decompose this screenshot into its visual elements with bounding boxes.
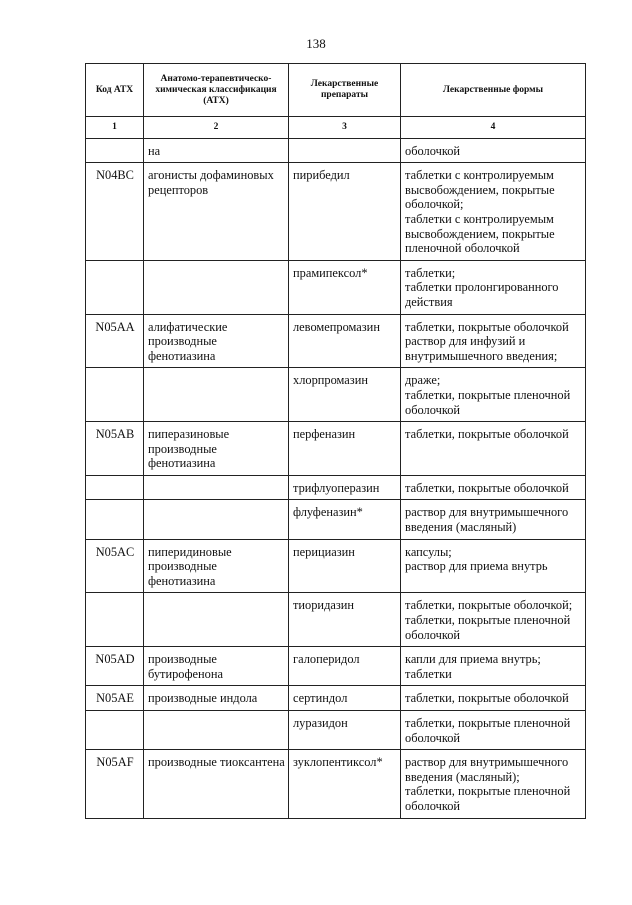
atx-code-cell xyxy=(86,475,144,500)
dosage-form-item: таблетки, покрытые пленочной оболочкой xyxy=(405,387,571,417)
atx-code-cell: N05AB xyxy=(86,422,144,476)
atx-code-cell: N05AF xyxy=(86,750,144,818)
table-row xyxy=(86,138,586,163)
dosage-form-item: таблетки, покрытые оболочкой xyxy=(405,480,569,495)
atx-class-cell xyxy=(144,593,289,647)
drug-cell: левомепромазин xyxy=(289,314,401,368)
drug-cell: зуклопентиксол* xyxy=(289,750,401,818)
atx-code-cell: N05AE xyxy=(86,686,144,711)
drug-cell: трифлуоперазин xyxy=(289,475,401,500)
table-row xyxy=(86,647,586,686)
drug-cell: луразидон xyxy=(289,711,401,750)
atx-class-cell: пиперидиновые производные фенотиазина xyxy=(144,539,289,593)
atx-class-cell xyxy=(144,260,289,314)
header-forms: Лекарственные формы xyxy=(401,64,586,117)
dosage-forms-cell xyxy=(401,647,586,686)
header-class: Анатомо-терапевтическо-химическая классификация (АТХ) xyxy=(144,64,289,117)
dosage-form-item: таблетки с контролируемым высвобождением, покрытые пленочной оболочкой xyxy=(405,211,555,256)
atx-code-cell xyxy=(86,500,144,539)
atx-code-cell: N05AA xyxy=(86,314,144,368)
atx-code-cell: N05AC xyxy=(86,539,144,593)
dosage-forms-cell xyxy=(401,314,586,368)
table-row xyxy=(86,686,586,711)
table-row xyxy=(86,750,586,818)
atx-class-cell xyxy=(144,500,289,539)
column-number-row xyxy=(86,117,586,139)
dosage-form-item: раствор для инфузий и внутримышечного введения; xyxy=(405,334,558,363)
drug-cell: пирибедил xyxy=(289,163,401,261)
table-row xyxy=(86,422,586,476)
atx-code-cell xyxy=(86,260,144,314)
atx-code-cell xyxy=(86,368,144,422)
table-row xyxy=(86,593,586,647)
drug-cell xyxy=(289,138,401,163)
drug-cell: перициазин xyxy=(289,539,401,593)
dosage-form-item: таблетки; xyxy=(405,265,456,280)
dosage-form-item: таблетки с контролируемым высвобождением, покрытые оболочкой; xyxy=(405,168,555,212)
dosage-form-item: таблетки, покрытые оболочкой xyxy=(405,319,569,334)
column-number: 2 xyxy=(144,117,289,139)
dosage-form-item: таблетки, покрытые оболочкой; xyxy=(405,598,573,613)
column-number: 4 xyxy=(401,117,586,139)
dosage-forms-cell xyxy=(401,475,586,500)
atx-class-cell: агонисты дофаминовых рецепторов xyxy=(144,163,289,261)
dosage-form-item: раствор для приема внутрь xyxy=(405,559,548,574)
atx-class-cell: пиперазиновые производные фенотиазина xyxy=(144,422,289,476)
dosage-form-item: раствор для внутримышечного введения (масляный) xyxy=(405,505,569,535)
dosage-form-item: таблетки, покрытые пленочной оболочкой xyxy=(405,716,571,745)
dosage-form-item: таблетки, покрытые оболочкой xyxy=(405,427,569,442)
dosage-form-item: таблетки xyxy=(405,666,452,681)
atx-code-cell xyxy=(86,711,144,750)
dosage-form-item: таблетки, покрытые пленочной оболочкой xyxy=(405,613,571,642)
atx-class-cell: на xyxy=(144,138,289,163)
table-row xyxy=(86,475,586,500)
atx-code-cell xyxy=(86,138,144,163)
column-number: 3 xyxy=(289,117,401,139)
atx-class-cell: производные тиоксантена xyxy=(144,750,289,818)
table-row xyxy=(86,539,586,593)
table-row xyxy=(86,314,586,368)
table-row xyxy=(86,368,586,422)
dosage-forms-cell xyxy=(401,422,586,476)
atx-code-cell: N04BC xyxy=(86,163,144,261)
header-drugs: Лекарственные препараты xyxy=(289,64,401,117)
atx-class-cell xyxy=(144,368,289,422)
dosage-form-item: капсулы; xyxy=(405,544,452,559)
dosage-forms-cell xyxy=(401,260,586,314)
table-body xyxy=(86,138,586,818)
dosage-form-item: таблетки пролонгированного действия xyxy=(405,280,559,309)
drug-cell: галоперидол xyxy=(289,647,401,686)
dosage-forms-cell xyxy=(401,711,586,750)
dosage-forms-cell xyxy=(401,539,586,593)
drug-cell: перфеназин xyxy=(289,422,401,476)
drug-cell: прамипексол* xyxy=(289,260,401,314)
dosage-form-item: таблетки, покрытые пленочной оболочкой xyxy=(405,784,571,813)
table-row xyxy=(86,260,586,314)
dosage-forms-cell xyxy=(401,138,586,163)
dosage-form-item: таблетки, покрытые оболочкой xyxy=(405,691,569,706)
dosage-forms-cell xyxy=(401,368,586,422)
table-row xyxy=(86,500,586,539)
atx-class-cell xyxy=(144,475,289,500)
drug-cell: сертиндол xyxy=(289,686,401,711)
header-code: Код АТХ xyxy=(86,64,144,117)
atx-class-cell: алифатические производные фенотиазина xyxy=(144,314,289,368)
dosage-form-item: драже; xyxy=(405,373,441,388)
dosage-forms-cell xyxy=(401,163,586,261)
atx-class-cell xyxy=(144,711,289,750)
dosage-forms-cell xyxy=(401,500,586,539)
dosage-forms-cell xyxy=(401,593,586,647)
atx-code-cell xyxy=(86,593,144,647)
atx-table xyxy=(85,63,586,819)
page-number: 138 xyxy=(306,36,326,51)
atx-class-cell: производные индола xyxy=(144,686,289,711)
atx-class-cell: производные бутирофенона xyxy=(144,647,289,686)
dosage-form-item: оболочкой xyxy=(405,143,461,158)
dosage-forms-cell xyxy=(401,750,586,818)
drug-cell: тиоридазин xyxy=(289,593,401,647)
dosage-forms-cell xyxy=(401,686,586,711)
drug-cell: флуфеназин* xyxy=(289,500,401,539)
drug-cell: хлорпромазин xyxy=(289,368,401,422)
table-row xyxy=(86,163,586,261)
table-row xyxy=(86,711,586,750)
atx-code-cell: N05AD xyxy=(86,647,144,686)
dosage-form-item: раствор для внутримышечного введения (масляный); xyxy=(405,755,569,784)
column-number: 1 xyxy=(86,117,144,139)
header-row xyxy=(86,64,586,117)
dosage-form-item: капли для приема внутрь; xyxy=(405,652,541,667)
